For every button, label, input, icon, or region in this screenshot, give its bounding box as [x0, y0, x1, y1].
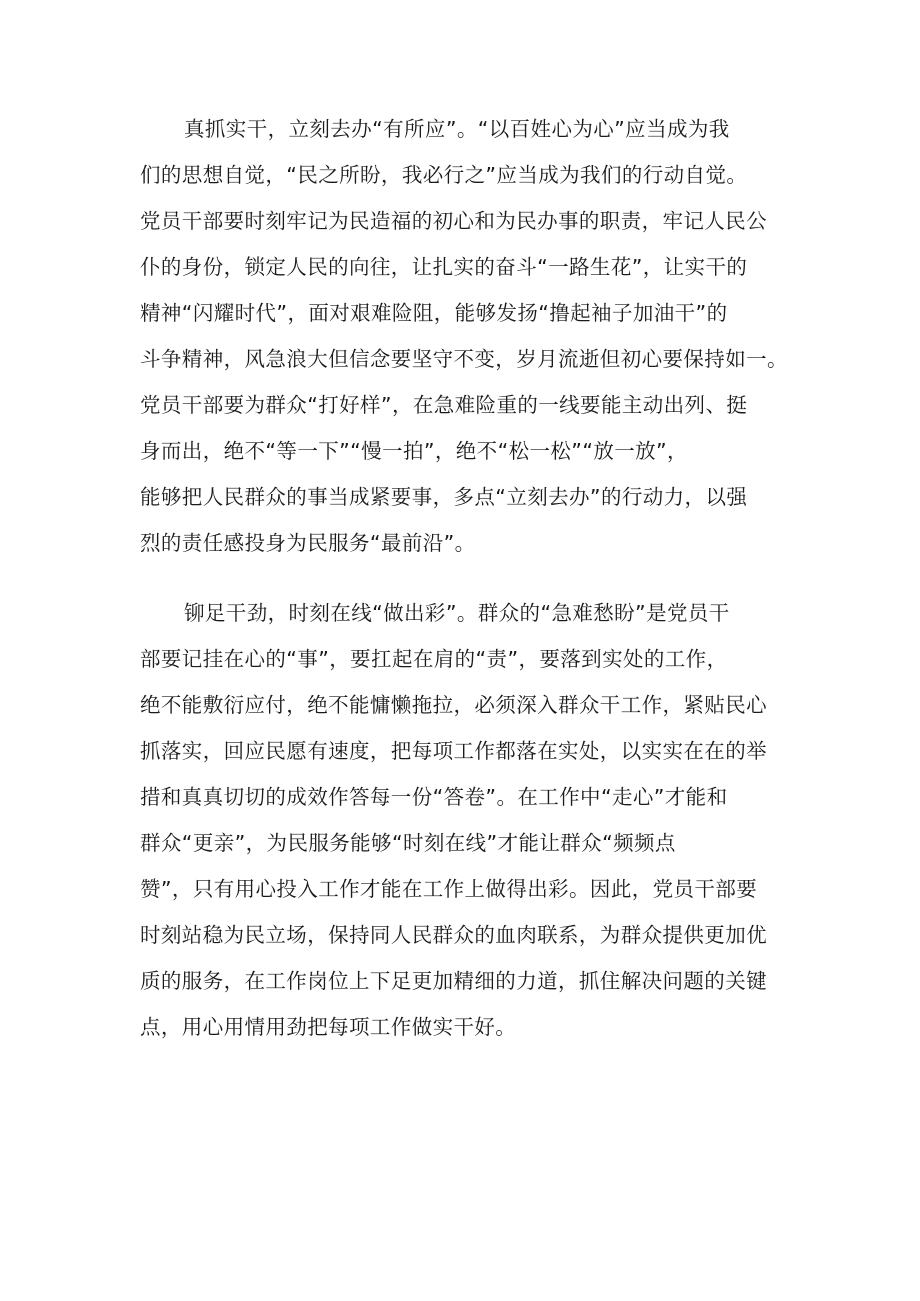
- paragraph-line: 烈的责任感投身为民服务“最前沿”。: [140, 531, 476, 555]
- paragraph-line: 赞”，只有用心投入工作才能在工作上做得出彩。因此，党员干部要: [140, 877, 758, 901]
- paragraph-line: 质的服务，在工作岗位上下足更加精细的力道，抓住解决问题的关键: [140, 969, 767, 993]
- paragraph-line: 们的思想自觉，“民之所盼，我必行之”应当成为我们的行动自觉。: [140, 163, 748, 187]
- paragraph-line: 真抓实干，立刻去办“有所应”。“以百姓心为心”应当成为我: [184, 117, 730, 141]
- paragraph-line: 绝不能敷衍应付，绝不能慵懒拖拉，必须深入群众干工作，紧贴民心: [140, 693, 767, 717]
- paragraph-line: 抓落实，回应民愿有速度，把每项工作都落在实处，以实实在在的举: [140, 739, 767, 763]
- paragraph-line: 措和真真切切的成效作答每一份“答卷”。在工作中“走心”才能和: [140, 785, 728, 809]
- paragraph-line: 时刻站稳为民立场，保持同人民群众的血肉联系，为群众提供更加优: [140, 923, 767, 947]
- paragraph-line: 能够把人民群众的事当成紧要事，多点“立刻去办”的行动力，以强: [140, 485, 748, 509]
- paragraph-line: 党员干部要为群众“打好样”，在急难险重的一线要能主动出列、挺: [140, 393, 748, 417]
- paragraph-line: 部要记挂在心的“事”，要扛起在肩的“责”，要落到实处的工作，: [140, 647, 728, 671]
- paragraph-line: 党员干部要时刻牢记为民造福的初心和为民办事的职责，牢记人民公: [140, 209, 767, 233]
- paragraph-line: 仆的身份，锁定人民的向往，让扎实的奋斗“一路生花”，让实干的: [140, 255, 748, 279]
- paragraph-1: [140, 106, 800, 566]
- paragraph-line: 点，用心用情用劲把每项工作做实干好。: [140, 1015, 517, 1039]
- paragraph-line: 铆足干劲，时刻在线“做出彩”。群众的“急难愁盼”是党员干: [184, 601, 730, 625]
- paragraph-2: [140, 590, 800, 1050]
- paragraph-line: 斗争精神，风急浪大但信念要坚守不变，岁月流逝但初心要保持如一。: [140, 347, 788, 371]
- paragraph-line: 精神“闪耀时代”，面对艰难险阻，能够发扬“撸起袖子加油干”的: [140, 301, 728, 325]
- paragraph-line: 群众“更亲”，为民服务能够“时刻在线”才能让群众“频频点: [140, 831, 676, 855]
- paragraph-line: 身而出，绝不“等一下”“慢一拍”，绝不“松一松”“放一放”，: [140, 439, 688, 463]
